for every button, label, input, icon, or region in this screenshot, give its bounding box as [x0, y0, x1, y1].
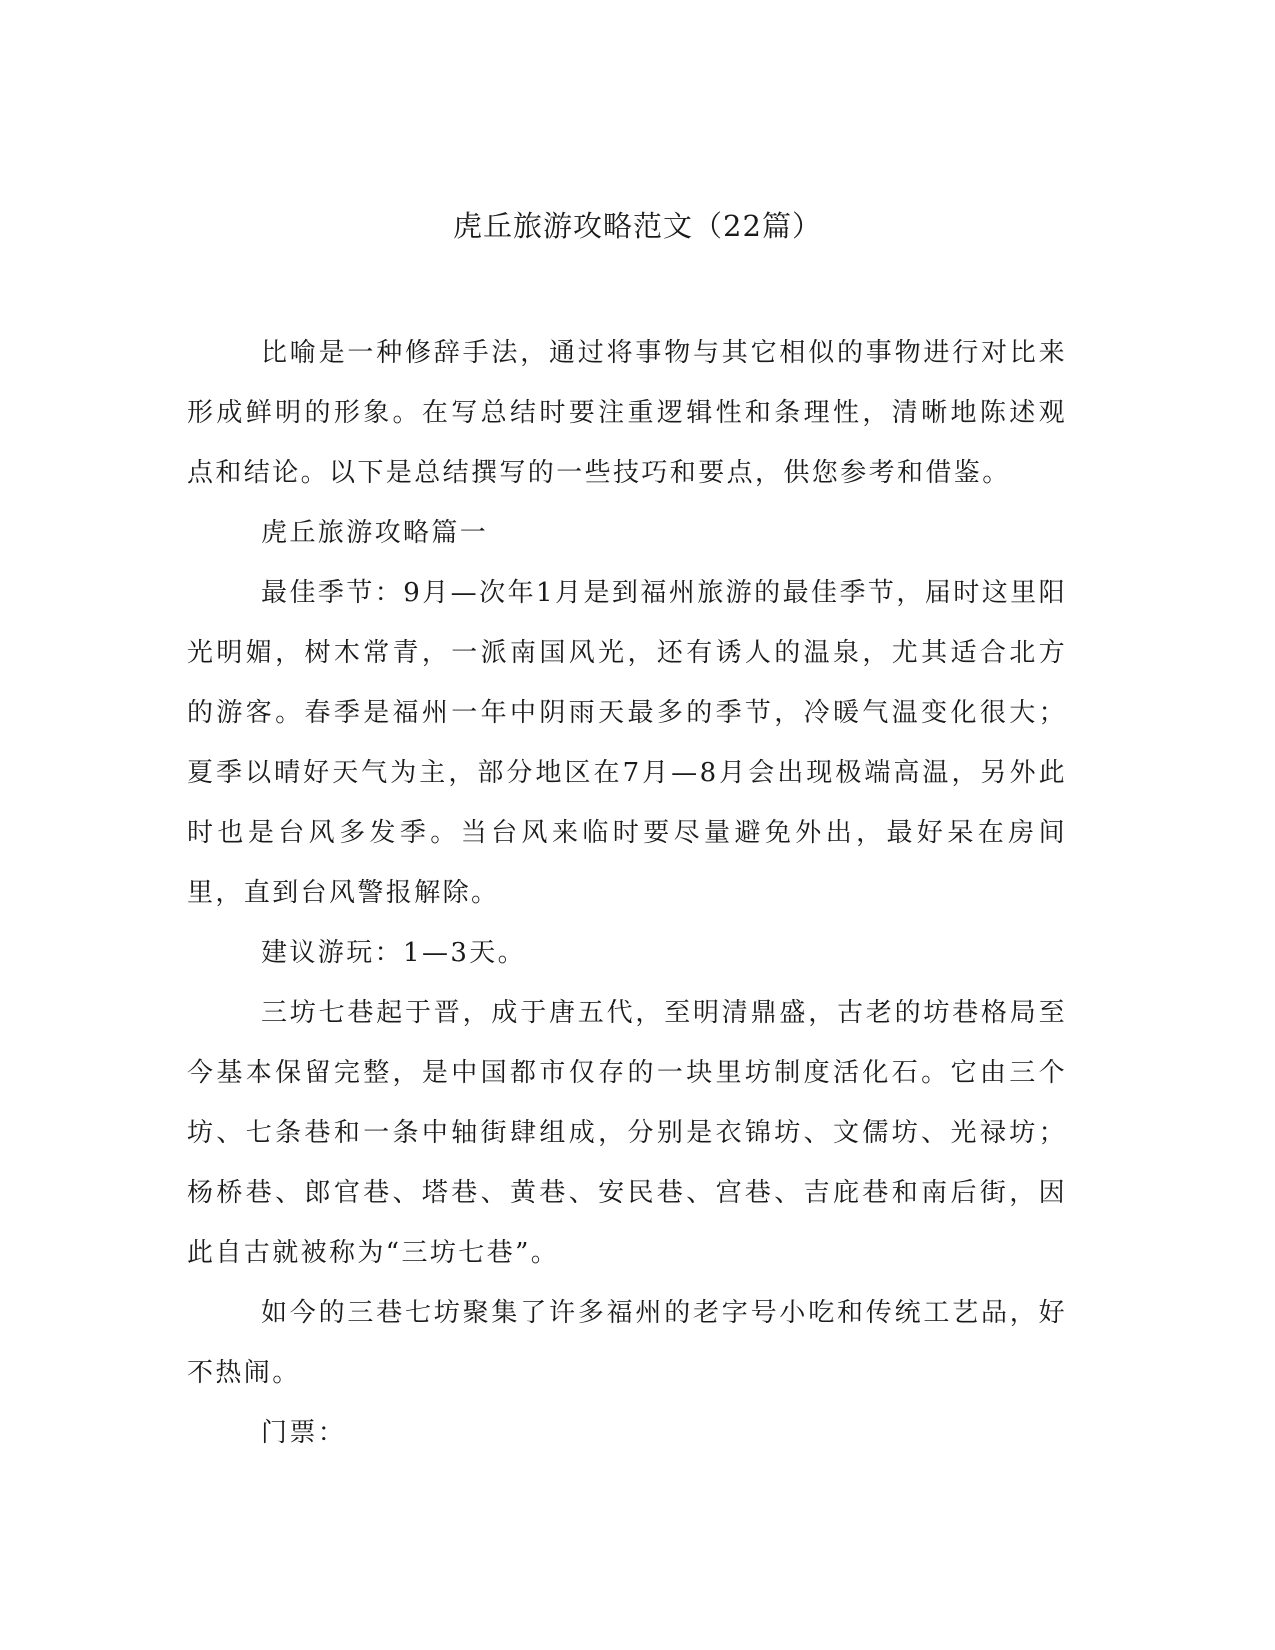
local-food-paragraph: 如今的三巷七坊聚集了许多福州的老字号小吃和传统工艺品，好不热闹。	[187, 1298, 1067, 1388]
suggested-duration-paragraph: 建议游玩：1—3天。	[261, 938, 527, 968]
document-title: 虎丘旅游攻略范文（22篇）	[453, 209, 822, 243]
best-season-paragraph: 最佳季节：9月—次年1月是到福州旅游的最佳季节，届时这里阳光明媚，树木常青，一派南国风光，还有诱人的温泉，尤其适合北方的游客。春季是福州一年中阴雨天最多的季节，冷暖气温变化很大；夏季以晴好天气为主，部分地区在7月—8月会出现极端高温，另外此时也是台风多发季。当台风来临时要尽量避免外出，最好呆在房间里，直到台风警报解除。	[187, 578, 1067, 908]
document-body	[187, 323, 1067, 1463]
tickets-paragraph: 门票：	[261, 1418, 347, 1448]
intro-paragraph: 比喻是一种修辞手法，通过将事物与其它相似的事物进行对比来形成鲜明的形象。在写总结时要注重逻辑性和条理性，清晰地陈述观点和结论。以下是总结撰写的一些技巧和要点，供您参考和借鉴。	[187, 338, 1067, 488]
section-heading: 虎丘旅游攻略篇一	[261, 518, 489, 548]
sanfang-qixiang-paragraph: 三坊七巷起于晋，成于唐五代，至明清鼎盛，古老的坊巷格局至今基本保留完整，是中国都市仅存的一块里坊制度活化石。它由三个坊、七条巷和一条中轴街肆组成，分别是衣锦坊、文儒坊、光禄坊；杨桥巷、郎官巷、塔巷、黄巷、安民巷、宫巷、吉庇巷和南后街，因此自古就被称为“三坊七巷”。	[187, 998, 1067, 1268]
